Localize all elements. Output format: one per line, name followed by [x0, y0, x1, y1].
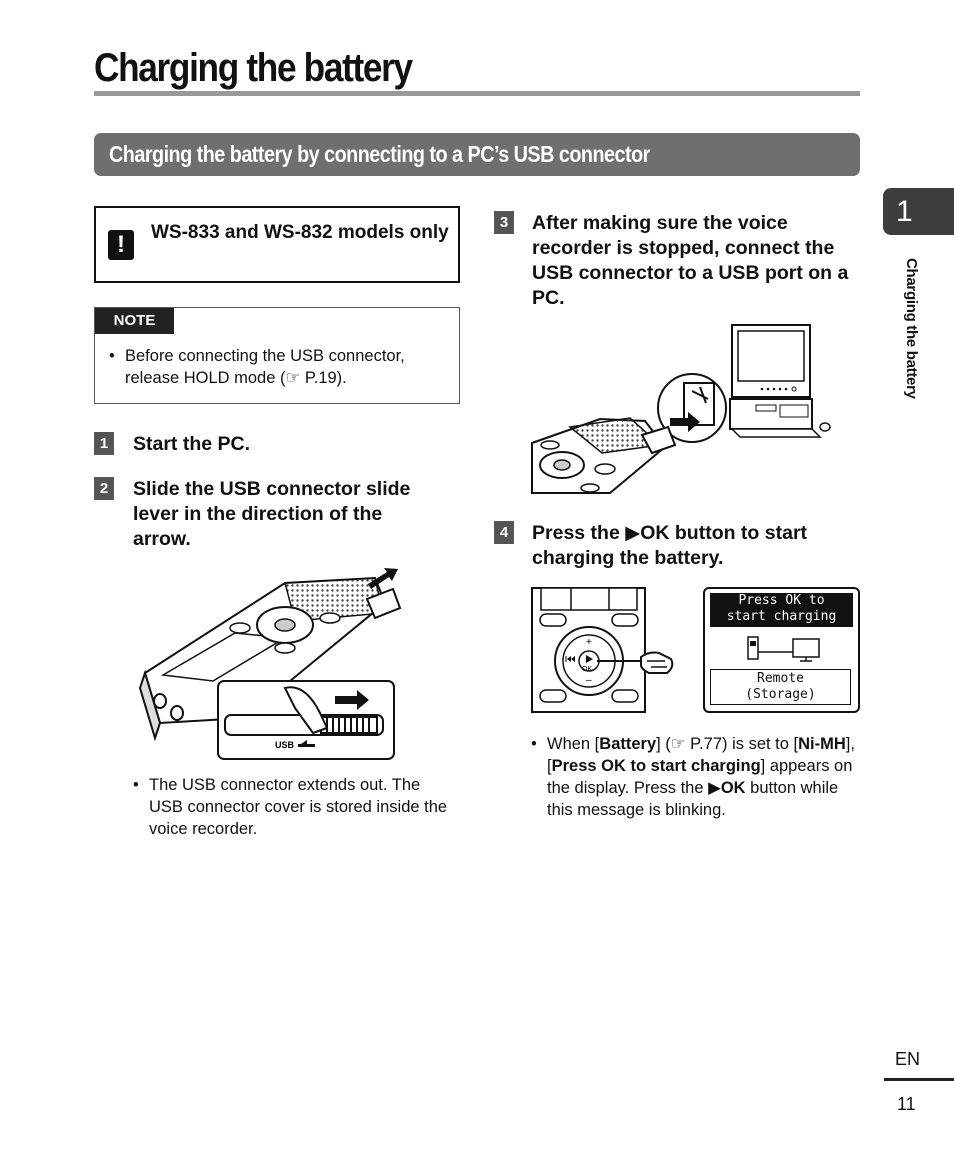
dial-ok-label: OK: [582, 666, 593, 673]
page-title: Charging the battery: [94, 46, 412, 90]
step2-note: • The USB connector extends out. The USB connector cover is stored inside the voice recorder.: [133, 774, 453, 840]
usb-slide-illustration: [135, 563, 405, 763]
step-text: Slide the USB connector slide lever in the direction of the arrow.: [133, 478, 411, 550]
remote-line2: (Storage): [745, 687, 816, 702]
display-line1: Press OK to: [738, 593, 825, 608]
svg-text:+: +: [586, 637, 592, 648]
title-rule: [94, 91, 860, 96]
message-press-ok: Press OK to start charging: [551, 757, 761, 775]
slider-usb-label: USB: [275, 740, 295, 750]
display-screen: [703, 587, 860, 713]
note-text: Before connecting the USB connector, release HOLD mode (☞ P.19).: [125, 347, 405, 387]
step-number: 2: [94, 477, 114, 500]
play-icon: ▶: [625, 522, 641, 544]
step-number: 3: [494, 211, 514, 234]
text-fragment: ], [: [547, 735, 855, 775]
step-text: [532, 521, 862, 571]
pc-connection-illustration: [530, 323, 835, 495]
warning-text: WS-833 and WS-832 models only: [151, 222, 449, 243]
page-number: 11: [897, 1094, 916, 1114]
ok-label: OK: [720, 779, 746, 797]
step-text: Start the PC.: [133, 433, 251, 455]
remote-line1: Remote: [757, 671, 804, 686]
option-nimh: Ni-MH: [798, 735, 846, 753]
ok-button-illustration: [531, 587, 676, 713]
play-icon: ▶: [708, 779, 721, 797]
step4-text-after: button to start charging the battery.: [532, 522, 808, 569]
section-title: Charging the battery by connecting to a PC’s USB connector: [109, 141, 650, 167]
step-text: After making sure the voice recorder is stopped, connect the USB connector to a USB port on a PC.: [532, 212, 849, 309]
note-box: [94, 307, 460, 404]
bullet: •: [109, 347, 115, 365]
step4-text-before: Press the: [532, 522, 626, 544]
section-header: [94, 133, 860, 176]
language-label: EN: [895, 1049, 921, 1069]
ok-button-label: OK: [640, 522, 670, 544]
menu-battery: Battery: [599, 735, 657, 753]
text-fragment: ] (☞ P.77) is set to [: [656, 735, 799, 753]
text-fragment: ] appears on the display. Press the: [547, 757, 853, 797]
note-tag: NOTE: [95, 308, 174, 334]
display-line2: start charging: [726, 609, 837, 624]
step-number: 4: [494, 521, 514, 544]
remote-storage-box: [710, 669, 851, 705]
step4-bullet-text: [531, 733, 861, 821]
step-number: 1: [94, 432, 114, 455]
step2-bullet-text: The USB connector extends out. The USB connector cover is stored inside the voice recorder.: [149, 776, 448, 838]
warning-box: [94, 206, 460, 283]
note-item: [109, 345, 449, 389]
device-to-pc-icon: [745, 635, 825, 663]
text-fragment: button while this message is blinking.: [547, 779, 839, 819]
chapter-side-label: Charging the battery: [903, 258, 920, 399]
exclamation-icon: !: [108, 230, 134, 260]
chapter-tab: 1: [883, 188, 954, 235]
step4-note: • When [Battery] (☞ P.77) is set to [Ni-MH], [Press OK to start charging] appears on the display. Press the ▶OK button while this message is blinking.: [531, 733, 861, 821]
display-message: [710, 593, 853, 627]
footer-rule: [884, 1078, 954, 1081]
text-fragment: When [: [547, 735, 600, 753]
svg-text:–: –: [586, 675, 592, 686]
